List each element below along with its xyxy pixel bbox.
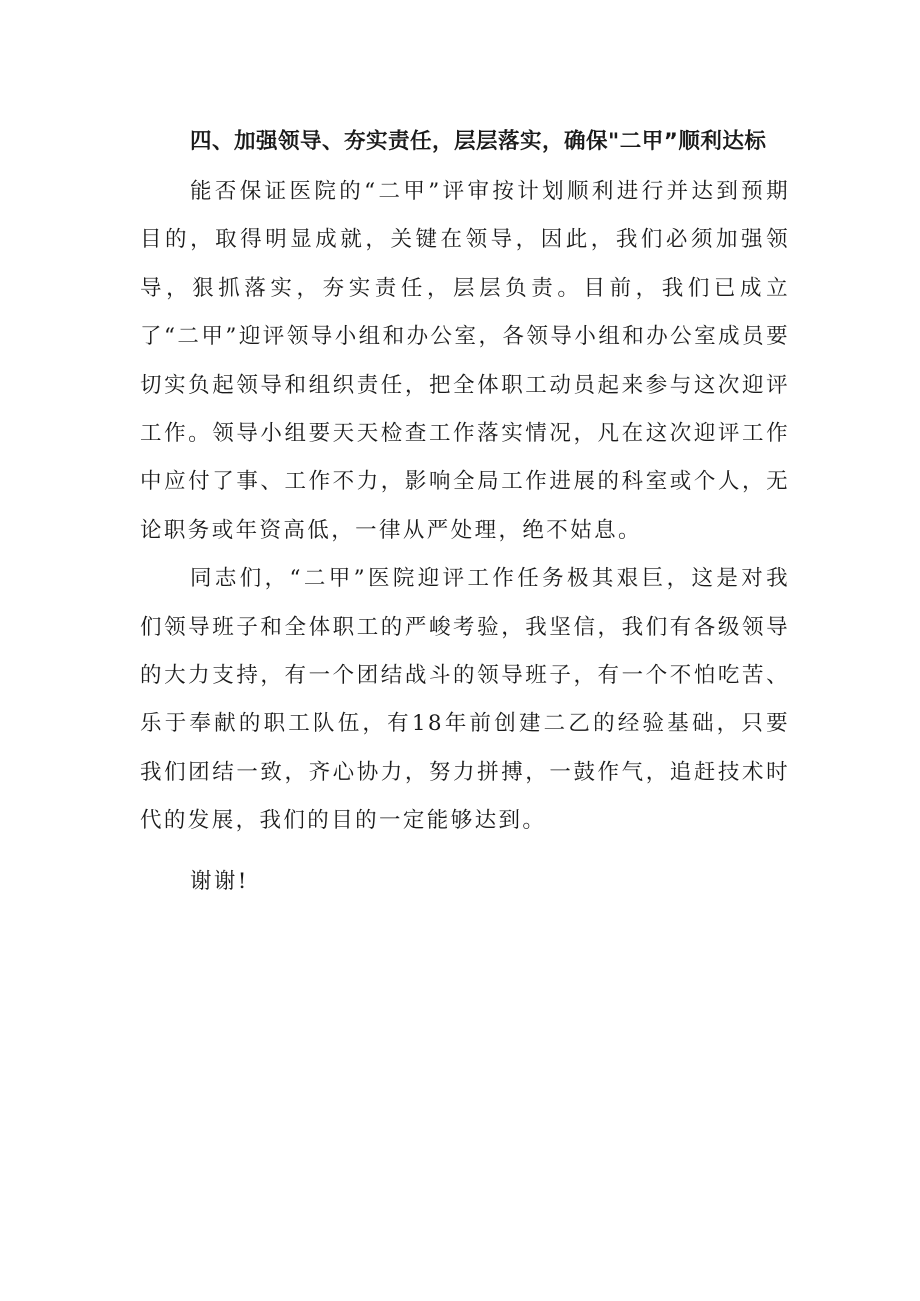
document-page bbox=[140, 118, 790, 906]
body-paragraph-1: 能否保证医院的“二甲”评审按计划顺利进行并达到预期目的，取得明显成就，关键在领导，因此，我们必须加强领导，狠抓落实，夯实责任，层层负责。目前，我们已成立了“二甲”迎评领导小组和办公室，各领导小组和办公室成员要切实负起领导和组织责任，把全体职工动员起来参与这次迎评工作。领导小组要天天检查工作落实情况，凡在这次迎评工作中应付了事、工作不力，影响全局工作进展的科室或个人，无论职务或年资高低，一律从严处理，绝不姑息。 bbox=[140, 179, 790, 543]
closing-thanks: 谢谢! bbox=[190, 868, 249, 894]
body-paragraph-2: 同志们，“二甲”医院迎评工作任务极其艰巨，这是对我们领导班子和全体职工的严峻考验，我坚信，我们有各级领导的大力支持，有一个团结战斗的领导班子，有一个不怕吃苦、乐于奉献的职工队伍，有18年前创建二乙的经验基础，只要我们团结一致，齐心协力，努力拼搏，一鼓作气，追赶技术时代的发展，我们的目的一定能够达到。 bbox=[140, 566, 790, 834]
section-heading: 四、加强领导、夯实责任，层层落实，确保"二甲”顺利达标 bbox=[190, 129, 767, 154]
